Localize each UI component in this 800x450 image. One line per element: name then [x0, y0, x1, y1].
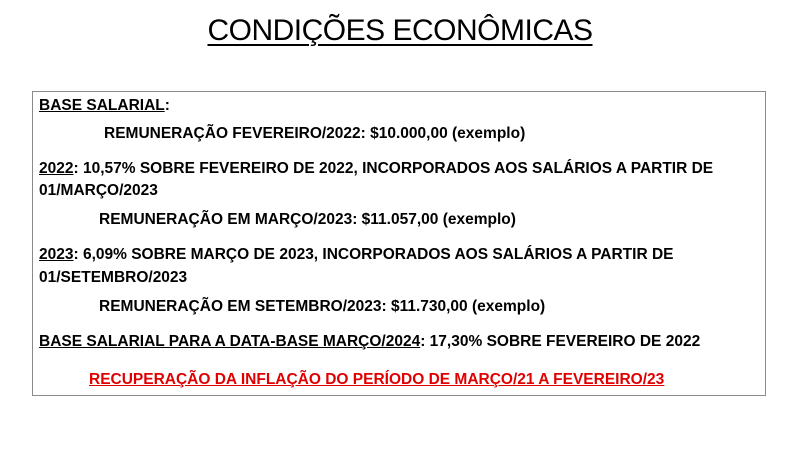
data-base-text: : 17,30% SOBRE FEVEREIRO DE 2022 — [420, 333, 701, 350]
reajuste-2022-year: 2022 — [39, 160, 74, 177]
reajuste-2022-line1 — [39, 159, 713, 179]
reajuste-2023-year: 2023 — [39, 246, 74, 263]
slide-title: CONDIÇÕES ECONÔMICAS — [207, 14, 593, 47]
data-base-line — [39, 332, 700, 352]
reajuste-2022-detail: REMUNERAÇÃO EM MARÇO/2023: $11.057,00 (exemplo) — [99, 211, 516, 228]
content-box — [32, 91, 766, 396]
reajuste-2022-text: : 10,57% SOBRE FEVEREIRO DE 2022, INCORPORADOS AOS SALÁRIOS A PARTIR DE — [73, 160, 714, 177]
base-salarial-suffix: : — [164, 97, 170, 114]
base-salarial-label: BASE SALARIAL — [39, 97, 165, 114]
base-salarial-heading — [39, 96, 170, 116]
data-base-label: BASE SALARIAL PARA A DATA-BASE MARÇO/2024 — [39, 333, 421, 350]
reajuste-2022-line2: 01/MARÇO/2023 — [39, 182, 158, 199]
base-salarial-detail: REMUNERAÇÃO FEVEREIRO/2022: $10.000,00 (exemplo) — [104, 125, 526, 142]
reajuste-2023-text: : 6,09% SOBRE MARÇO DE 2023, INCORPORADOS AOS SALÁRIOS A PARTIR DE — [73, 246, 674, 263]
highlight-text: RECUPERAÇÃO DA INFLAÇÃO DO PERÍODO DE MARÇO/21 A FEVEREIRO/23 — [89, 371, 665, 388]
reajuste-2023-detail: REMUNERAÇÃO EM SETEMBRO/2023: $11.730,00 (exemplo) — [99, 298, 546, 315]
reajuste-2023-line2: 01/SETEMBRO/2023 — [39, 269, 188, 286]
reajuste-2023-line1 — [39, 245, 674, 265]
